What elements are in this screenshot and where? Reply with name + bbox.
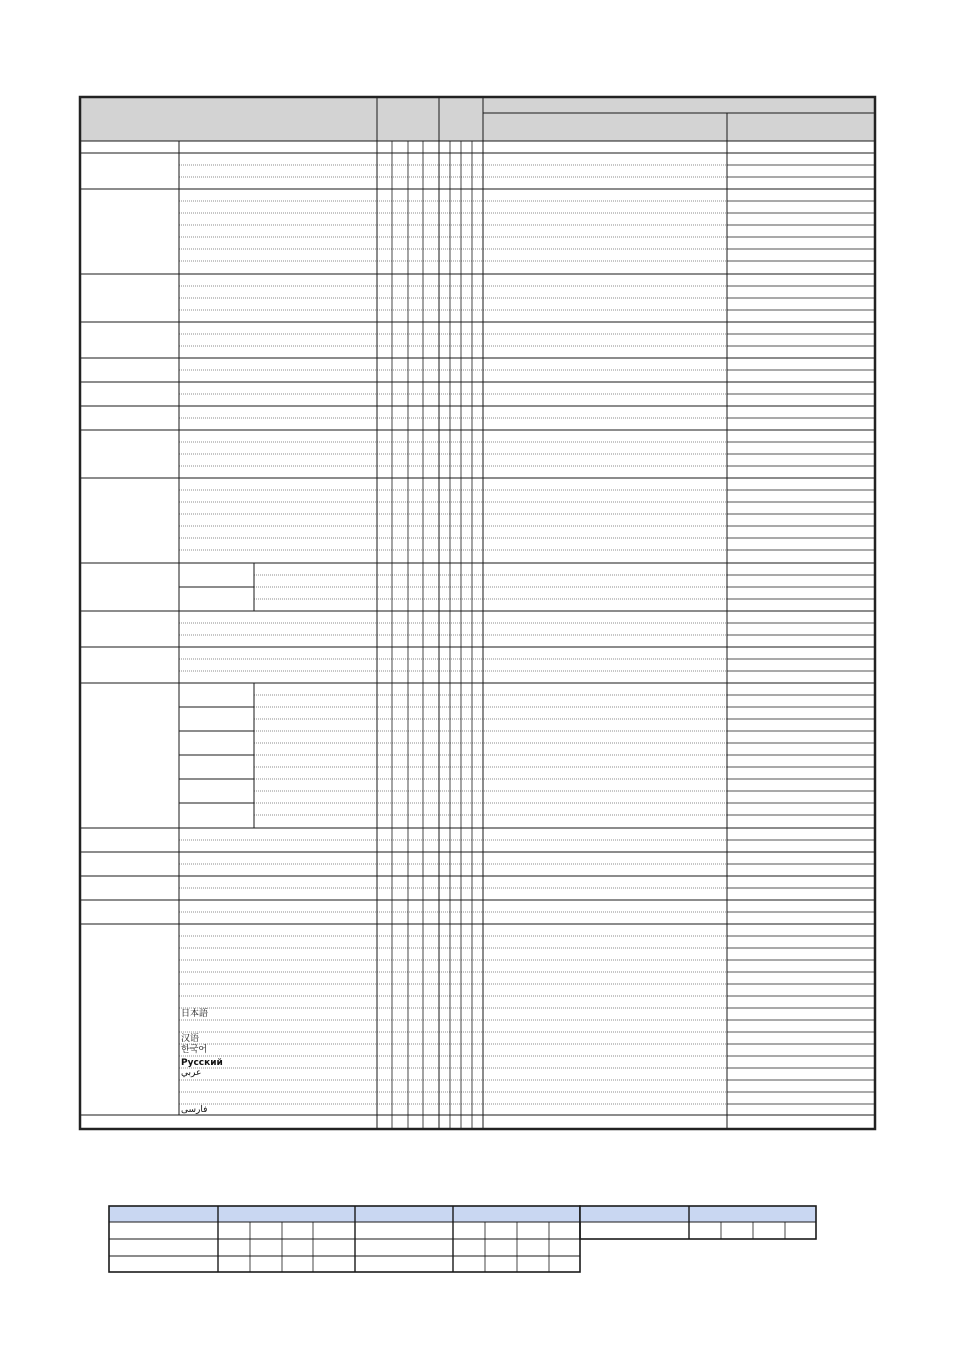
- language-label-chinese: 汉语: [181, 1034, 200, 1044]
- legend-header-fill: [109, 1206, 580, 1222]
- language-label-farsi: فارسی: [181, 1105, 208, 1115]
- language-label-russian: Русский: [181, 1058, 223, 1068]
- language-label-korean: 한국어: [181, 1045, 208, 1055]
- legend-header-fill: [580, 1206, 816, 1222]
- language-label-arabic: عربي: [181, 1068, 202, 1078]
- language-label-japanese: 日本語: [181, 1009, 209, 1019]
